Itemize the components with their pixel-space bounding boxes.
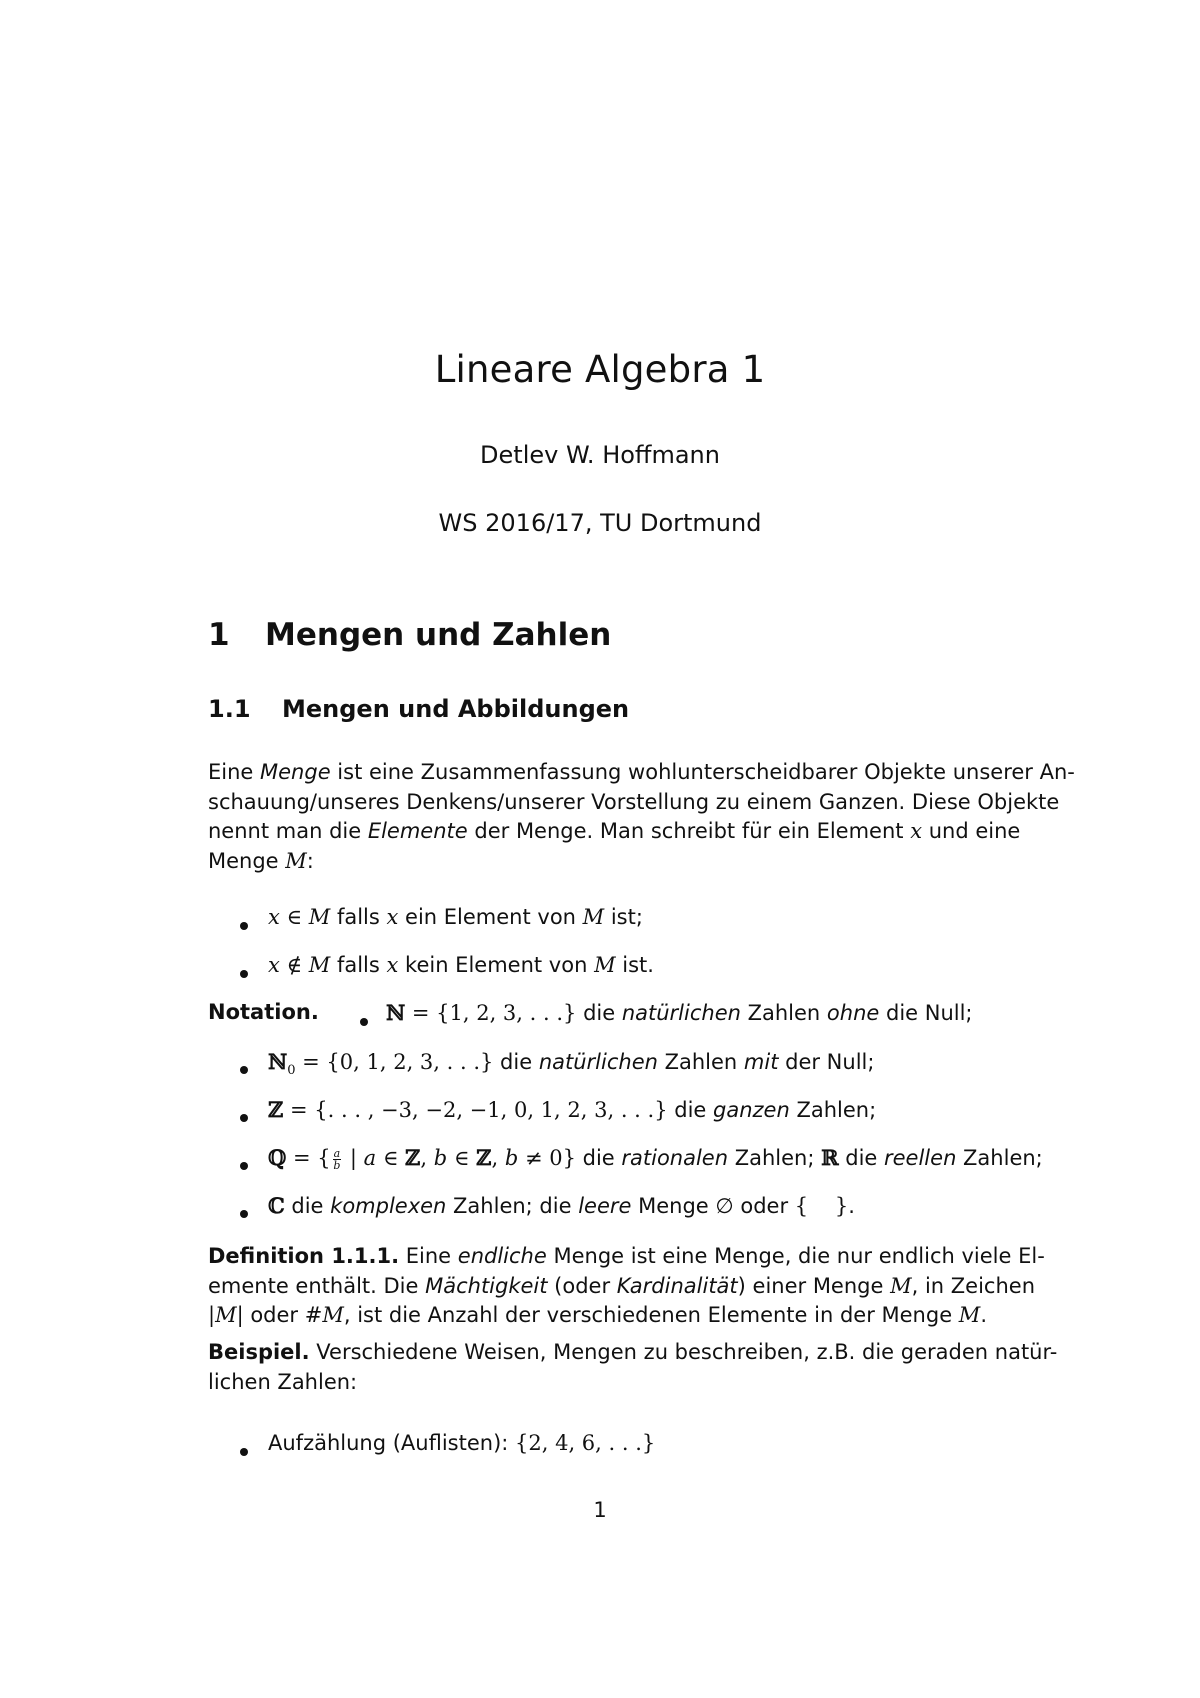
notation-label: Notation. xyxy=(208,1000,319,1024)
document-author: Detlev W. Hoffmann xyxy=(480,441,720,469)
section-heading xyxy=(208,617,611,653)
notation-rationals: ℚ = { $\frac{a}{b}$ | a ∈ ℤ, b ∈ ℤ, b ≠ 0} die rationalen Zahlen; ℝ die reellen Zahlen; xyxy=(268,1145,1043,1172)
definition-line-1: Definition 1.1.1. Eine endliche Menge ist eine Menge, die nur endlich viele El- xyxy=(208,1244,1045,1268)
example-block xyxy=(208,1338,1058,1397)
bullet-marker xyxy=(240,1448,248,1456)
page-number: 1 xyxy=(593,1498,607,1522)
section-title: Mengen und Zahlen xyxy=(265,617,612,653)
document-title: Lineare Algebra 1 xyxy=(434,348,766,391)
definition-line-3: |M| oder #M, ist die Anzahl der verschiedenen Elemente in der Menge M. xyxy=(208,1303,987,1327)
bullet-marker xyxy=(240,1162,248,1170)
subsection-number: 1.1 xyxy=(208,695,251,723)
definition-line-2: emente enthält. Die Mächtigkeit (oder Kardinalität) einer Menge M, in Zeichen xyxy=(208,1273,1036,1298)
bullet-marker xyxy=(240,970,248,978)
bullet-marker xyxy=(240,922,248,930)
subsection-title: Mengen und Abbildungen xyxy=(282,695,630,723)
notation-naturals: ℕ = {1, 2, 3, . . .} die natürlichen Zahlen ohne die Null; xyxy=(386,1000,973,1025)
intro-line-2: schauung/unseres Denkens/unserer Vorstellung zu einem Ganzen. Diese Objekte xyxy=(208,789,1060,814)
section-number: 1 xyxy=(208,617,230,653)
membership-item: x ∈ M falls x ein Element von M ist; xyxy=(268,905,643,929)
fraction-a-over-b: $\frac{a}{b}$ xyxy=(333,1146,341,1172)
bullet-marker xyxy=(240,1114,248,1122)
definition-label: Definition 1.1.1. xyxy=(208,1244,400,1268)
intro-line-4: Menge M: xyxy=(208,848,314,873)
document-semester: WS 2016/17, TU Dortmund xyxy=(438,509,762,537)
notation-complex: ℂ die komplexen Zahlen; die leere Menge ∅ oder { }. xyxy=(268,1193,855,1218)
subsection-heading xyxy=(208,695,629,723)
notation-naturals-zero: ℕ$_0$ = {0, 1, 2, 3, . . .} die natürlichen Zahlen mit der Null; xyxy=(268,1049,875,1079)
intro-line-1: Eine Menge ist eine Zusammenfassung wohlunterscheidbarer Objekte unserer An- xyxy=(208,760,1075,784)
bullet-marker xyxy=(360,1018,368,1026)
intro-line-3: nennt man die Elemente der Menge. Man schreibt für ein Element x und eine xyxy=(208,819,1021,843)
non-membership-item: x ∉ M falls x kein Element von M ist. xyxy=(268,953,654,977)
example-item-enumeration: Aufzählung (Auflisten): {2, 4, 6, . . .} xyxy=(268,1431,656,1455)
intro-paragraph xyxy=(208,758,1075,876)
example-label: Beispiel. xyxy=(208,1340,310,1364)
notation-integers: ℤ = {. . . , −3, −2, −1, 0, 1, 2, 3, . . .} die ganzen Zahlen; xyxy=(268,1097,877,1122)
term-menge: Menge xyxy=(260,760,331,784)
definition-block xyxy=(208,1242,1045,1331)
term-elemente: Elemente xyxy=(367,819,468,843)
example-line-2: lichen Zahlen: xyxy=(208,1369,358,1394)
bullet-marker xyxy=(240,1210,248,1218)
bullet-marker xyxy=(240,1066,248,1074)
example-line-1: Beispiel. Verschiedene Weisen, Mengen zu beschreiben, z.B. die geraden natür- xyxy=(208,1340,1058,1364)
